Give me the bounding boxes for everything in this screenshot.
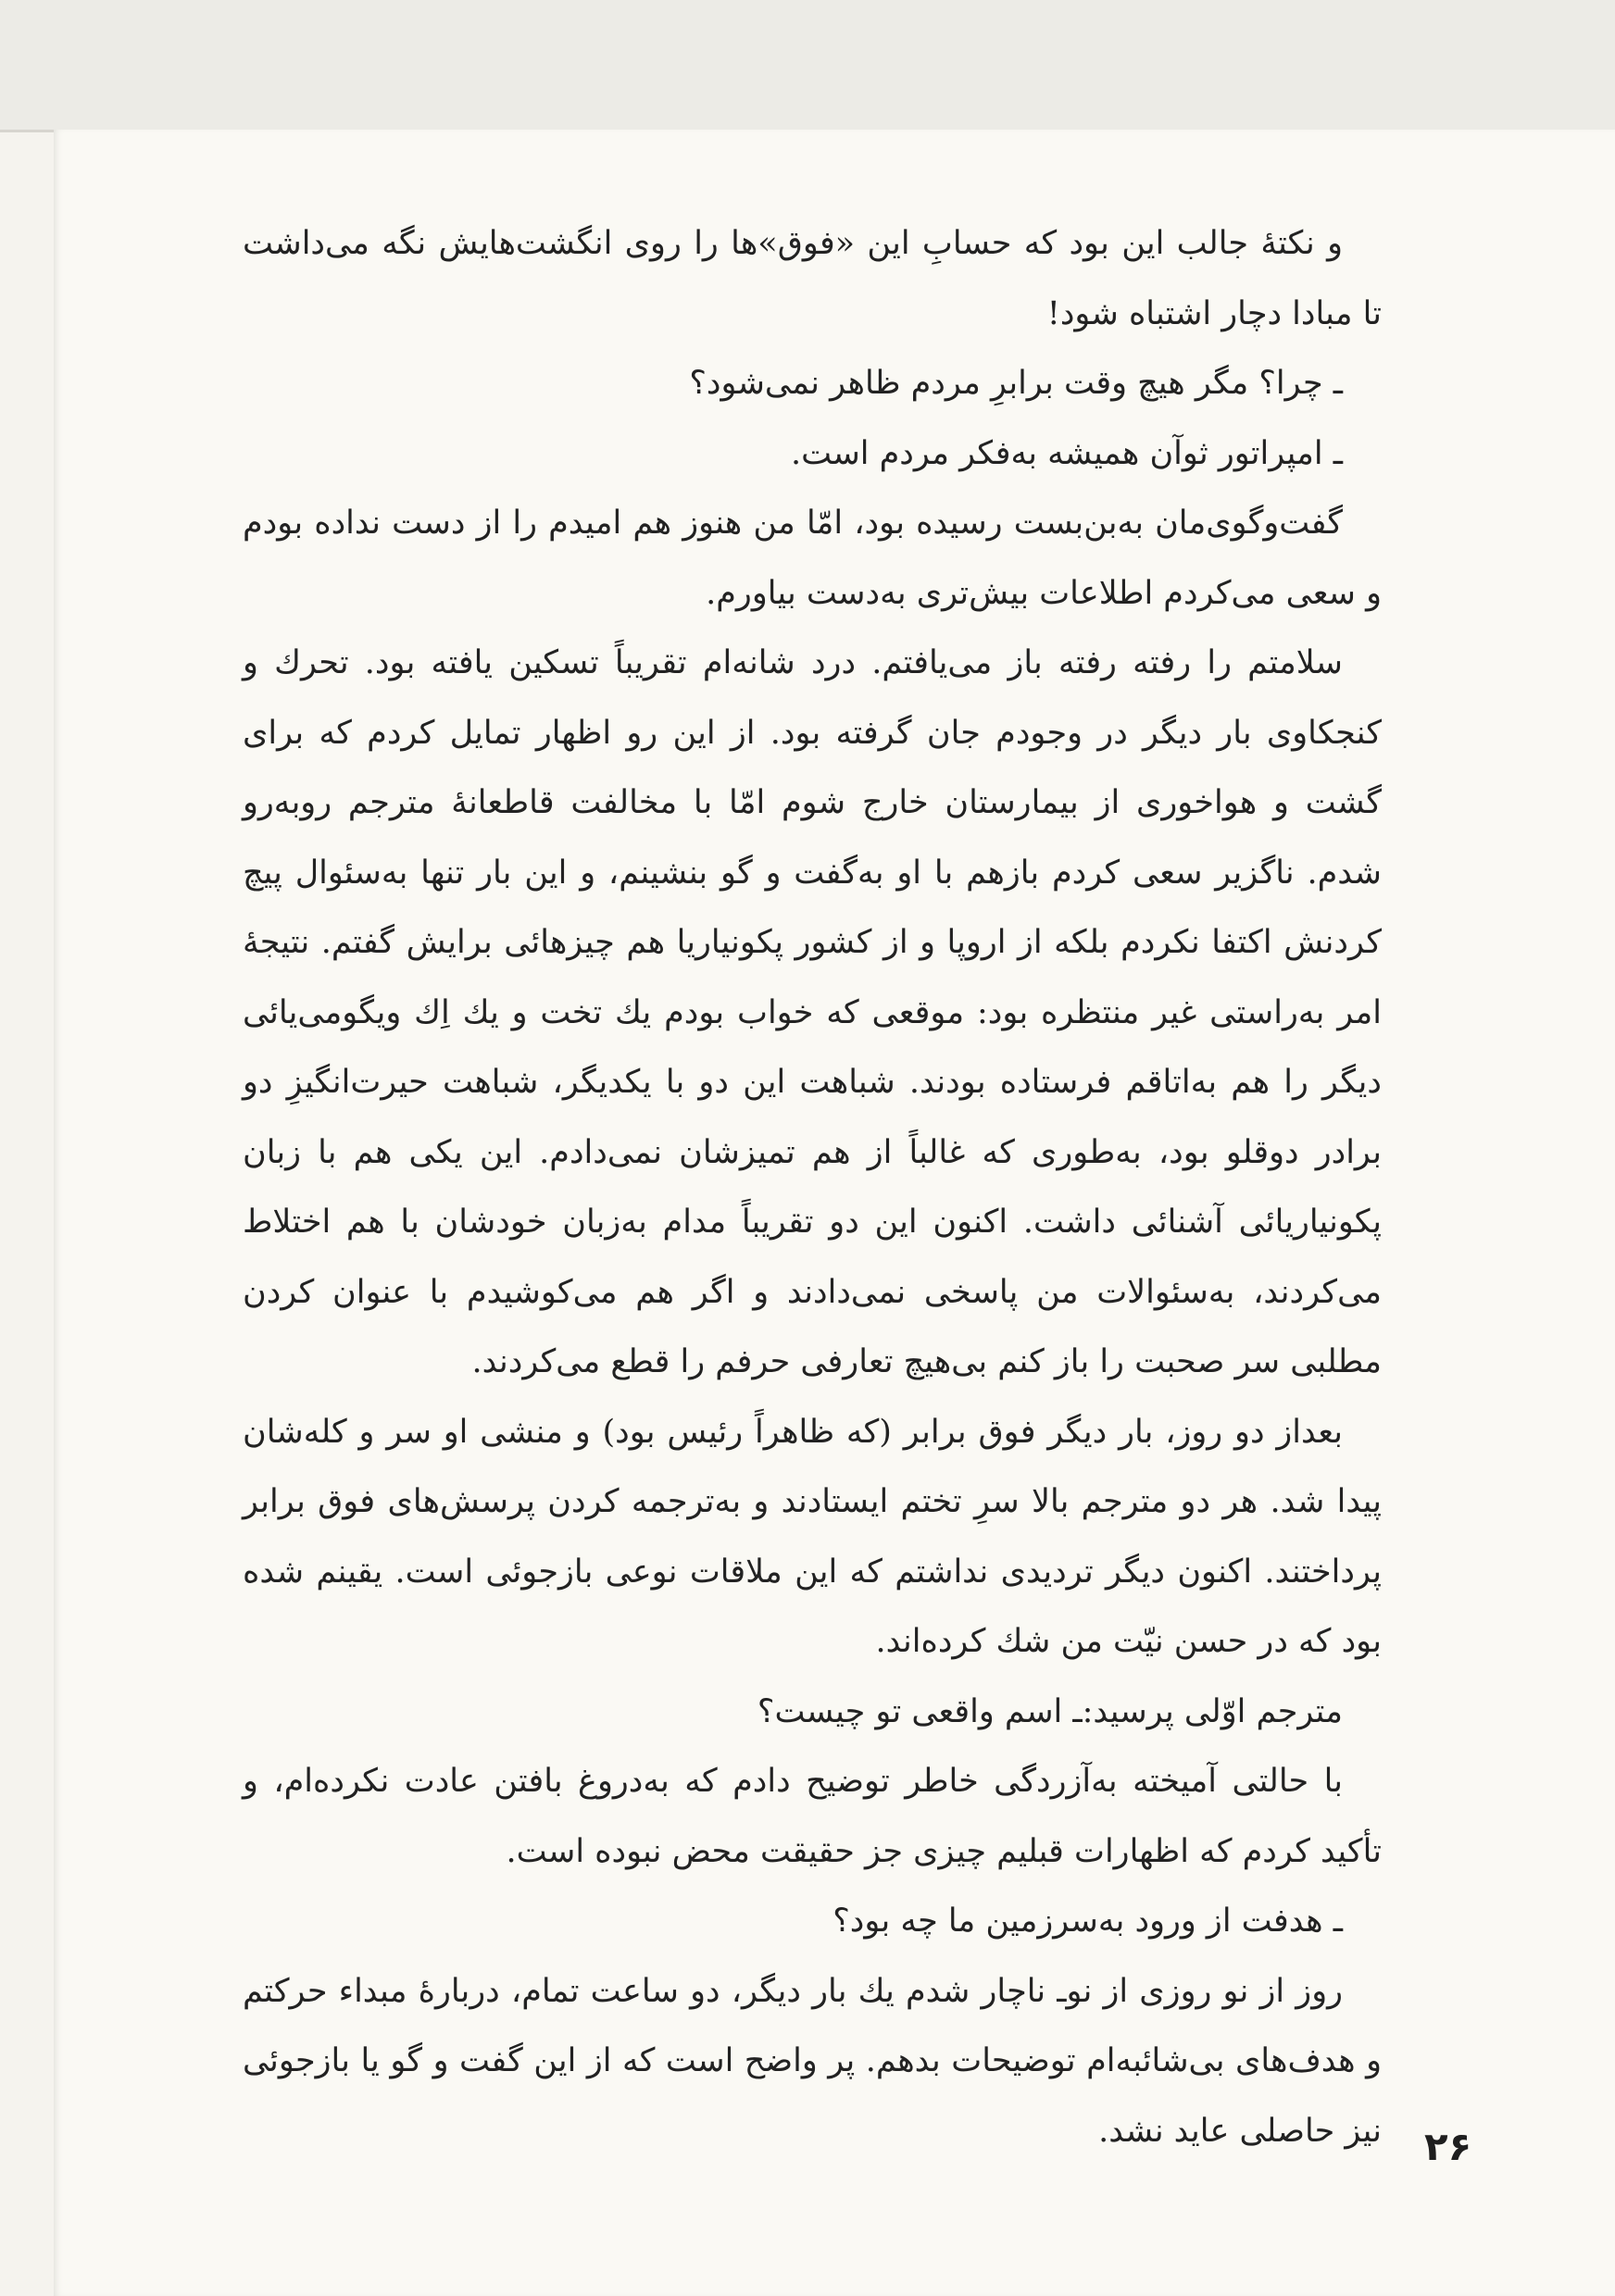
paragraph-deadlock: گفت‌وگوی‌مان به‌بن‌بست رسیده بود، امّا من هنوز هم امیدم را از دست نداده بودم و سعی می‌کردم اطلاعات بیش‌تری به‌دست بیاورم. [243, 505, 1382, 612]
paragraph-reply: با حالتی آمیخته به‌آزردگی خاطر توضیح دادم که به‌دروغ بافتن عادت نکرده‌ام، و تأکید کردم که اظهارات قبلیم چیزی جز حقیقت محض نبوده است. [243, 1763, 1382, 1870]
paragraph-closing: روز از نو روزی از نوـ ناچار شدم یك بار دیگر، دو ساعت تمام، دربارهٔ مبداء حرکتم و هدف‌های بی‌شائبه‌ام توضیحات بدهم. پر واضح است که از این گفت و گو یا بازجوئی نیز حاصلی عاید نشد. [243, 1972, 1382, 2150]
dialog-line-question: ـ چرا؟ مگر هیچ وقت برابرِ مردم ظاهر نمی‌شود؟ [689, 365, 1343, 402]
paragraph-recovery: سلامتم را رفته رفته باز می‌یافتم. درد شانه‌ام تقریباً تسکین یافته بود. تحرك و کنجکاوی بار دیگر در وجودم جان گرفته بود. از این رو اظهار تمایل کردم که برای گشت و هواخوری از بیمارستان خارج شوم امّا با مخالفت قاطعانهٔ مترجم روبه‌رو شدم. ناگزیر سعی کردم بازهم با او به‌گفت و گو بنشینم، و این بار تنها به‌سئوال پیچ کردنش اکتفا نکردم بلکه از اروپا و از کشور پکونیاریا هم چیزهائی برایش گفتم. نتیجهٔ امر به‌راستی غیر منتظره بود: موقعی که خواب بودم یك تخت و یك اِك ویگومی‌یائی دیگر را هم به‌اتاقم فرستاده بودند. شباهت این دو با یکدیگر، شباهت حیرت‌انگیزِ دو برادر دوقلو بود، به‌طوری که غالباً از هم تمیزشان نمی‌دادم. این یکی هم با زبان پکونیاریائی آشنائی داشت. اکنون این دو تقریباً مدام به‌زبان خودشان با هم اختلاط می‌کردند، به‌سئوالات من پاسخی نمی‌دادند و اگر هم می‌کوشیدم با عنوان کردن مطلبی سر صحبت را باز کنم بی‌هیچ تعارفی حرفم را قطع می‌کردند. [243, 644, 1382, 1380]
page-number: ۲۶ [1424, 2124, 1472, 2169]
body-text [243, 209, 1382, 2166]
dialog-line-real-name: مترجم اوّلی پرسید:ـ اسم واقعی تو چیست؟ [757, 1692, 1343, 1730]
paragraph-interrogation: بعداز دو روز، بار دیگر فوق برابر (که ظاهراً رئیس بود) و منشی او سر و کله‌شان پیدا شد. هر دو مترجم بالا سرِ تختم ایستادند و به‌ترجمه کردن پرسش‌های فوق برابر پرداختند. اکنون دیگر تردیدی نداشتم که این ملاقات نوعی بازجوئی است. یقینم شده بود که در حسن نیّت من شك کرده‌اند. [243, 1413, 1382, 1660]
scan-top-margin [0, 0, 1615, 132]
dialog-line-purpose: ـ هدفت از ورود به‌سرزمین ما چه بود؟ [833, 1903, 1343, 1940]
paragraph-intro: و نکتهٔ جالب این بود که حسابِ این «فوق»ها را روی انگشت‌هایش نگه می‌داشت تا مبادا دچار اشتباه شود! [243, 225, 1382, 332]
dialog-line-answer: ـ امپراتور ثوآن همیشه به‌فکر مردم است. [790, 434, 1343, 472]
